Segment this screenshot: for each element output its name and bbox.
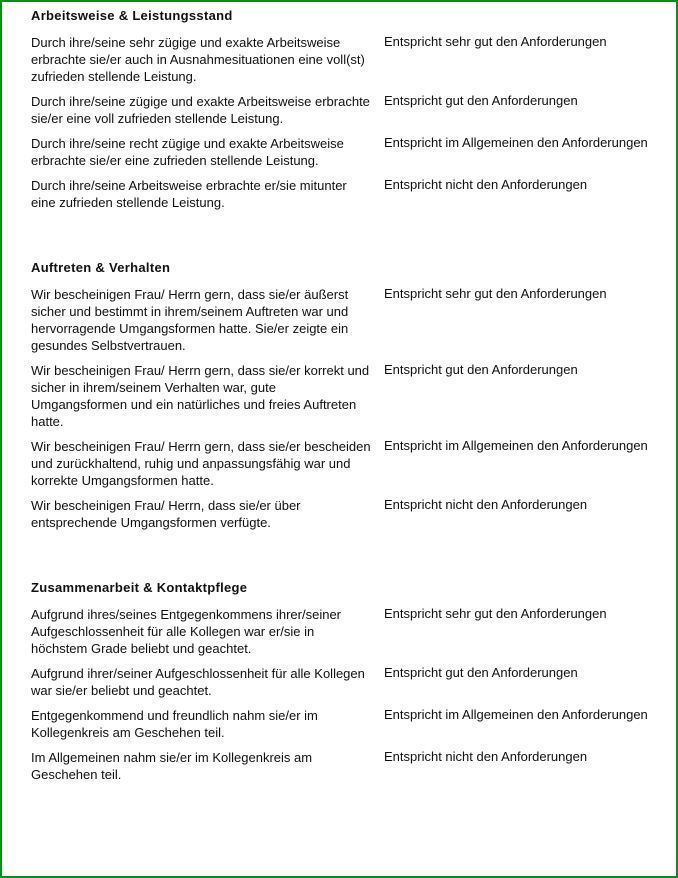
rating-text: Entspricht sehr gut den Anforderungen [384,606,607,621]
table-row [31,606,651,657]
section-spacer [31,539,651,580]
statement-text: Durch ihre/seine zügige und exakte Arbeitsweise erbrachte sie/er eine voll zufrieden stellende Leistung. [31,94,370,126]
table-row [31,665,651,699]
table-row [31,93,651,127]
statement-text: Im Allgemeinen nahm sie/er im Kollegenkreis am Geschehen teil. [31,750,313,782]
document-page [31,8,651,791]
rating-text: Entspricht nicht den Anforderungen [384,177,588,192]
rating-text: Entspricht sehr gut den Anforderungen [384,286,607,301]
table-row [31,707,651,741]
statement-text: Wir bescheinigen Frau/ Herrn, dass sie/er über entsprechende Umgangsformen verfügte. [31,498,301,530]
table-row [31,135,651,169]
statement-text: Aufgrund ihrer/seiner Aufgeschlossenheit für alle Kollegen war sie/er beliebt und geachtet. [31,666,365,698]
statement-text: Durch ihre/seine recht zügige und exakte Arbeitsweise erbrachte sie/er eine zufrieden stellende Leistung. [31,136,344,168]
table-row [31,497,651,531]
statement-text: Entgegenkommend und freundlich nahm sie/er im Kollegenkreis am Geschehen teil. [31,708,318,740]
table-row [31,438,651,489]
table-row [31,177,651,211]
statement-text: Wir bescheinigen Frau/ Herrn gern, dass sie/er korrekt und sicher in ihrem/seinem Verhalten war, gute Umgangsformen und ein natürliches und freies Auftreten hatte. [31,363,370,429]
table-row [31,749,651,783]
statement-text: Wir bescheinigen Frau/ Herrn gern, dass sie/er bescheiden und zurückhaltend, ruhig und anpassungsfähig war und korrekte Umgangsformen hatte. [31,439,371,488]
rating-text: Entspricht im Allgemeinen den Anforderungen [384,707,648,722]
statement-text: Aufgrund ihres/seines Entgegenkommens ihrer/seiner Aufgeschlossenheit für alle Kollegen war er/sie in höchstem Grade beliebt und geachtet. [31,607,342,656]
statement-text: Wir bescheinigen Frau/ Herrn gern, dass sie/er äußerst sicher und bestimmt in ihrem/seinem Auftreten war und hervorragende Umgangsformen hatte. Sie/er zeigte ein gesundes Selbstvertrauen. [31,287,349,353]
table-row [31,286,651,354]
rating-text: Entspricht sehr gut den Anforderungen [384,34,607,49]
rating-text: Entspricht gut den Anforderungen [384,665,578,680]
rating-text: Entspricht im Allgemeinen den Anforderungen [384,135,648,150]
table-row [31,362,651,430]
rating-text: Entspricht nicht den Anforderungen [384,749,588,764]
statement-text: Durch ihre/seine Arbeitsweise erbrachte er/sie mitunter eine zufrieden stellende Leistung. [31,178,347,210]
rating-text: Entspricht nicht den Anforderungen [384,497,588,512]
rating-text: Entspricht im Allgemeinen den Anforderungen [384,438,648,453]
section-spacer [31,219,651,260]
section-title-auftreten: Auftreten & Verhalten [31,260,171,275]
rating-text: Entspricht gut den Anforderungen [384,362,578,377]
section-title-zusammenarbeit: Zusammenarbeit & Kontaktpflege [31,580,248,595]
table-row [31,34,651,85]
statement-text: Durch ihre/seine sehr zügige und exakte Arbeitsweise erbrachte sie/er auch in Ausnahmesituationen eine voll(st) zufrieden stellende Leistung. [31,35,365,84]
section-title-arbeitsweise: Arbeitsweise & Leistungsstand [31,8,233,23]
rating-text: Entspricht gut den Anforderungen [384,93,578,108]
